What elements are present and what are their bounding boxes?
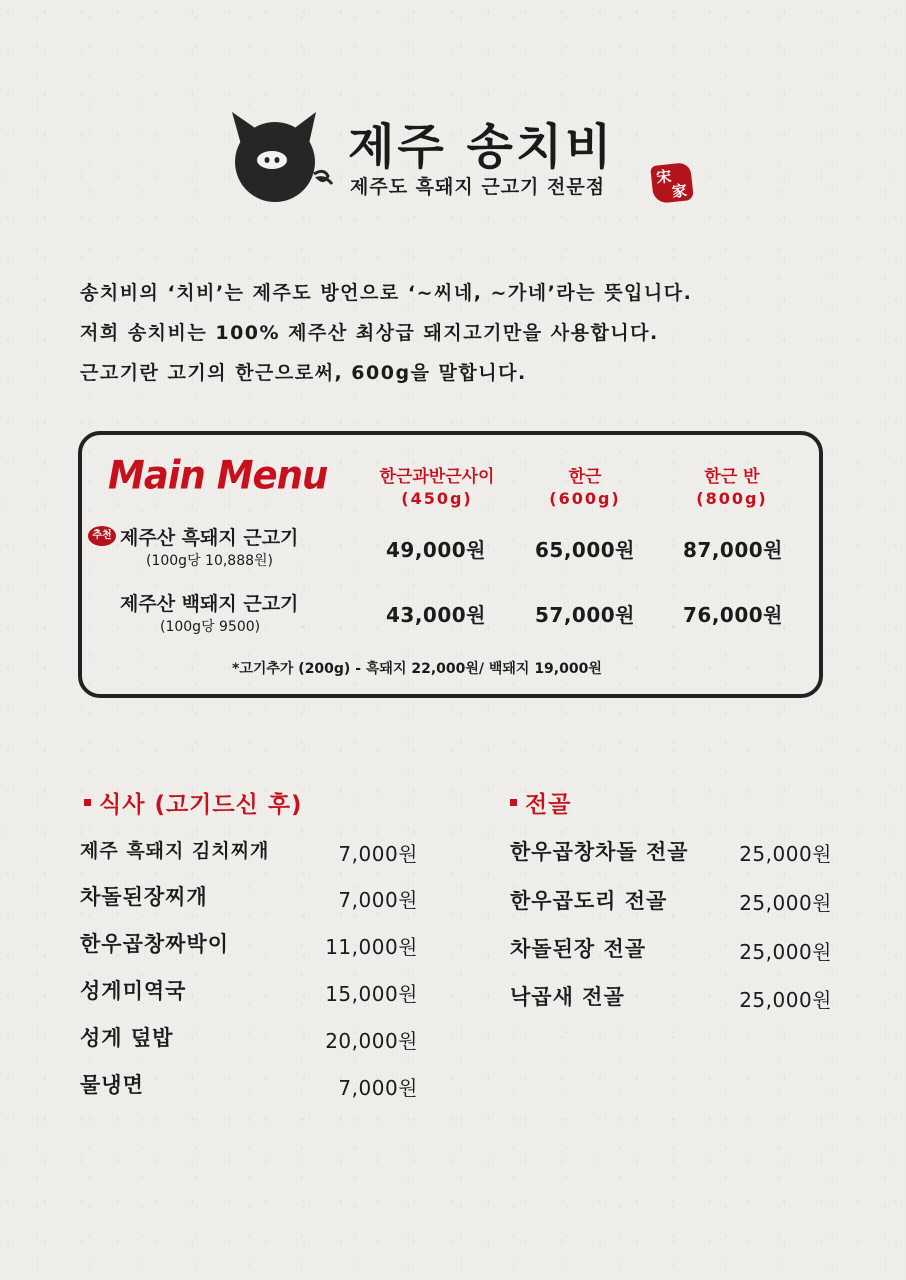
- intro-line-3: 근고기란 고기의 한근으로써, 600g을 말합니다.: [80, 362, 527, 384]
- hotpot-section-label: 전골: [525, 792, 572, 818]
- price-white-450g: 43,000원: [386, 603, 486, 627]
- meal-item-price: 7,000원: [338, 888, 418, 912]
- price-white-800g: 76,000원: [683, 603, 783, 627]
- hotpot-item-price: 25,000원: [739, 940, 832, 964]
- item-name-white-pork: 제주산 백돼지 근고기: [120, 593, 299, 615]
- price-black-600g: 65,000원: [535, 538, 635, 562]
- intro-line-2: 저희 송치비는 100% 제주산 최상급 돼지고기만을 사용합니다.: [80, 322, 659, 344]
- seal-char-1: 宋: [655, 167, 673, 187]
- bullet-icon: [510, 799, 517, 806]
- meal-section-title: [84, 786, 303, 819]
- hotpot-section-title: [510, 786, 571, 819]
- meal-item-name: 성게 덮밥: [80, 1026, 174, 1050]
- intro-line-1: 송치비의 ‘치비’는 제주도 방언으로 ‘~씨네, ~가네’라는 뜻입니다.: [80, 282, 693, 304]
- item-unit-price-black-pork: (100g당 10,888원): [146, 553, 274, 569]
- meal-item-name: 차돌된장찌개: [80, 885, 208, 909]
- brand-subtitle: 제주도 흑돼지 근고기 전문점: [350, 176, 606, 198]
- brand-title: 제주 송치비: [348, 119, 615, 175]
- pig-logo-icon: [214, 104, 344, 204]
- bullet-icon: [84, 799, 91, 806]
- meal-item-price: 11,000원: [325, 935, 418, 959]
- column-header-800g: [676, 462, 788, 508]
- column-weight: (600g): [549, 489, 621, 508]
- column-weight: (800g): [696, 489, 768, 508]
- recommended-badge: 추천: [88, 526, 116, 546]
- hotpot-item-price: 25,000원: [739, 842, 832, 866]
- seal-char-2: 家: [671, 181, 688, 202]
- seal-stamp-icon: [650, 162, 694, 204]
- price-black-800g: 87,000원: [683, 538, 783, 562]
- hotpot-item-price: 25,000원: [739, 988, 832, 1012]
- column-name: 한근 반: [704, 467, 760, 487]
- hotpot-item-name: 차돌된장 전골: [510, 937, 647, 961]
- meal-item-price: 15,000원: [325, 982, 418, 1006]
- item-name-black-pork: 제주산 흑돼지 근고기: [120, 527, 299, 549]
- price-white-600g: 57,000원: [535, 603, 635, 627]
- column-header-450g: [358, 462, 516, 508]
- meal-section-label: 식사 (고기드신 후): [99, 792, 303, 818]
- column-name: 한근: [568, 467, 602, 487]
- extra-meat-note: *고기추가 (200g) - 흑돼지 22,000원/ 백돼지 19,000원: [232, 661, 602, 677]
- hotpot-item-name: 한우곱도리 전골: [510, 889, 668, 913]
- meal-item-price: 7,000원: [338, 842, 418, 866]
- meal-item-name: 한우곱창짜박이: [80, 932, 230, 956]
- main-menu-title: Main Menu: [108, 452, 328, 499]
- hotpot-item-price: 25,000원: [739, 891, 832, 915]
- meal-item-price: 7,000원: [338, 1076, 418, 1100]
- price-black-450g: 49,000원: [386, 538, 486, 562]
- column-name: 한근과반근사이: [379, 467, 495, 487]
- item-unit-price-white-pork: (100g당 9500): [160, 619, 261, 635]
- column-weight: (450g): [401, 489, 473, 508]
- meal-item-name: 성게미역국: [80, 979, 187, 1003]
- hotpot-item-name: 한우곱창차돌 전골: [510, 840, 689, 864]
- column-header-600g: [530, 462, 640, 508]
- meal-item-name: 물냉면: [80, 1073, 144, 1097]
- meal-item-name: 제주 흑돼지 김치찌개: [80, 840, 270, 862]
- hotpot-item-name: 낙곱새 전골: [510, 985, 625, 1009]
- meal-item-price: 20,000원: [325, 1029, 418, 1053]
